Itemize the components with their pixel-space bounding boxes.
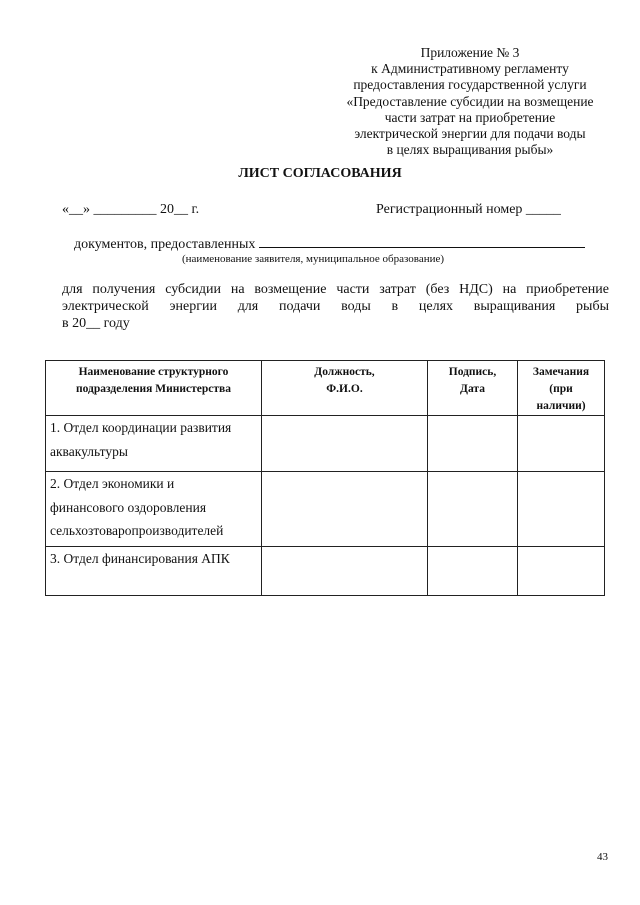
remarks-cell[interactable] bbox=[518, 416, 605, 472]
signature-date-cell[interactable] bbox=[428, 547, 518, 596]
position-name-cell[interactable] bbox=[262, 472, 428, 547]
remarks-cell[interactable] bbox=[518, 547, 605, 596]
department-cell: 3. Отдел финансирования АПК bbox=[46, 547, 262, 596]
remarks-cell[interactable] bbox=[518, 472, 605, 547]
date-field: «__» _________ 20__ г. bbox=[62, 202, 200, 217]
approval-table bbox=[45, 360, 605, 596]
appendix-header bbox=[300, 45, 640, 158]
department-cell: 2. Отдел экономики и финансового оздоровления сельхозтоваропроизводителей bbox=[46, 472, 262, 547]
table-row bbox=[46, 547, 605, 596]
department-cell: 1. Отдел координации развития аквакультуры bbox=[46, 416, 262, 472]
position-name-cell[interactable] bbox=[262, 416, 428, 472]
registration-number-field: Регистрационный номер _____ bbox=[376, 202, 561, 217]
document-title: ЛИСТ СОГЛАСОВАНИЯ bbox=[238, 166, 402, 181]
appendix-line: предоставления государственной услуги bbox=[353, 77, 587, 93]
table-header-row bbox=[46, 361, 605, 416]
purpose-line: в 20__ году bbox=[62, 316, 130, 331]
table-row bbox=[46, 472, 605, 547]
appendix-line: электрической энергии для подачи воды bbox=[354, 126, 586, 142]
documents-label: документов, предоставленных bbox=[74, 237, 256, 252]
appendix-line: к Административному регламенту bbox=[371, 61, 569, 77]
header-signature-date: Подпись, Дата bbox=[428, 361, 518, 416]
appendix-line: «Предоставление субсидии на возмещение bbox=[346, 93, 594, 109]
signature-date-cell[interactable] bbox=[428, 416, 518, 472]
purpose-paragraph bbox=[62, 281, 609, 332]
table-row bbox=[46, 416, 605, 472]
signature-date-cell[interactable] bbox=[428, 472, 518, 547]
purpose-line: электрической энергии для подачи воды в целях выращивания рыбы bbox=[62, 299, 609, 314]
position-name-cell[interactable] bbox=[262, 547, 428, 596]
appendix-line: Приложение № 3 bbox=[420, 45, 520, 60]
purpose-line: для получения субсидии на возмещение части затрат (без НДС) на приобретение bbox=[62, 282, 609, 297]
applicant-blank-line bbox=[259, 235, 585, 248]
documents-line bbox=[74, 235, 585, 253]
appendix-line: в целях выращивания рыбы» bbox=[386, 142, 554, 158]
header-position-name: Должность, Ф.И.О. bbox=[262, 361, 428, 416]
page-number: 43 bbox=[597, 851, 608, 863]
documents-hint: (наименование заявителя, муниципальное образование) bbox=[182, 253, 445, 265]
header-remarks: Замечания (при наличии) bbox=[518, 361, 605, 416]
appendix-line: части затрат на приобретение bbox=[384, 109, 556, 125]
header-department: Наименование структурного подразделения Министерства bbox=[46, 361, 262, 416]
